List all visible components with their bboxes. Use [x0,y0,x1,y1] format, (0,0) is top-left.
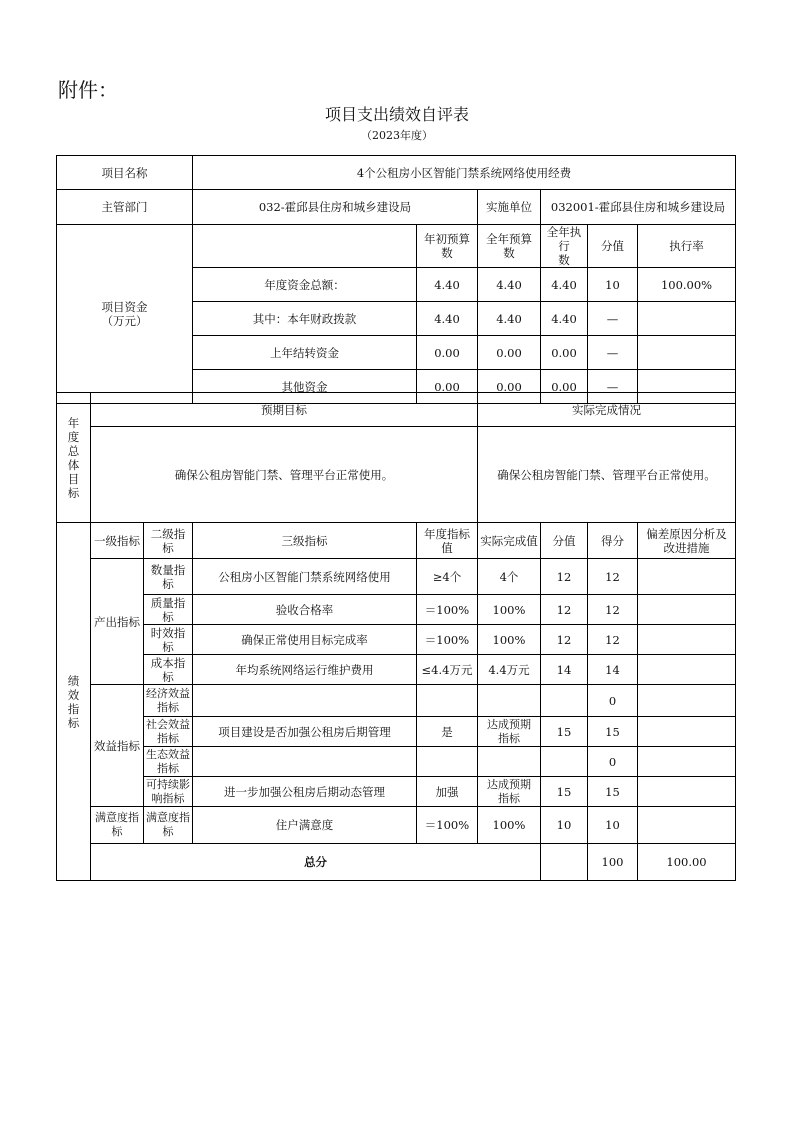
indicators-label-char: 绩 [67,673,80,688]
reason-cell [638,717,736,747]
funds-label-line1: 项目资金 [101,300,148,314]
actual-cell [478,685,541,717]
total-blank [541,844,588,881]
level3-cell: 年均系统网络运行维护费用 [193,655,417,685]
indicators-label-char: 指 [67,701,80,716]
row-benefit-economic [57,685,736,717]
got-cell: 14 [588,655,638,685]
actual-line1: 达成预期 [487,777,531,791]
got-cell: 0 [588,685,638,717]
satisfaction-label-line1: 满意度指 [95,811,139,824]
funds-row-exec: 4.40 [541,302,588,336]
goals-label-char: 总 [67,443,80,458]
funds-row-label: 年度资金总额： [193,268,417,302]
goals-actual-text: 确保公租房智能门禁、管理平台正常使用。 [478,427,736,523]
row-goals-header [57,393,736,427]
goals-expected-text: 确保公租房智能门禁、管理平台正常使用。 [91,427,478,523]
funds-header-rate: 执行率 [638,225,736,268]
funds-header-exec-line1: 全年执行 [546,225,582,253]
score-cell: 15 [541,777,588,807]
funds-row-initial: 4.40 [417,268,478,302]
goals-label-char: 年 [67,415,80,430]
funds-row-label: 其中：本年财政拨款 [193,302,417,336]
project-name-value: 4个公租房小区智能门禁系统网络使用经费 [193,156,736,190]
funds-header-full [478,225,541,268]
indicators-label [57,523,91,881]
row-project-name [57,156,736,190]
funds-row-score: 10 [588,268,638,302]
funds-row-rate: 100.00% [638,268,736,302]
total-got: 100.00 [638,844,736,881]
funds-row-full: 0.00 [478,336,541,370]
benefit-label: 效益指标 [91,685,144,807]
level2-cell [144,807,193,844]
level2-line2: 响指标 [151,791,185,805]
level2-line1: 可持续影 [146,777,190,791]
funds-header-exec [541,225,588,268]
row-output-cost [57,655,736,685]
level2-line1: 经济效益 [146,686,190,700]
funds-row-rate [638,336,736,370]
funds-row-initial: 0.00 [417,336,478,370]
funds-row-full: 0.00 [478,370,541,404]
header-got: 得分 [588,523,638,559]
funds-header-full-line2: 数 [503,246,515,260]
got-cell: 0 [588,747,638,777]
level3-cell: 进一步加强公租房后期动态管理 [193,777,417,807]
satisfaction-label-line2: 标 [111,825,123,838]
score-cell: 10 [541,807,588,844]
self-evaluation-table [56,155,736,404]
header-target [417,523,478,559]
impl-label: 实施单位 [478,190,541,225]
level2-cell [144,777,193,807]
level2-line1: 社会效益 [146,717,190,731]
total-score: 100 [588,844,638,881]
funds-header-blank [193,225,417,268]
reason-cell [638,595,736,625]
actual-cell: 4个 [478,559,541,595]
target-cell: ≥4个 [417,559,478,595]
target-cell [417,747,478,777]
score-cell: 15 [541,717,588,747]
row-department [57,190,736,225]
got-cell: 12 [588,625,638,655]
got-cell: 12 [588,595,638,625]
funds-row-initial: 0.00 [417,370,478,404]
level3-cell: 住户满意度 [193,807,417,844]
funds-row-full: 4.40 [478,302,541,336]
funds-row-exec: 0.00 [541,370,588,404]
level3-cell: 验收合格率 [193,595,417,625]
level2-cell: 数量指标 [144,559,193,595]
got-cell: 15 [588,717,638,747]
level2-line2: 指标 [157,761,179,775]
header-actual: 实际完成值 [478,523,541,559]
reason-cell [638,685,736,717]
header-target-line2: 值 [441,540,453,555]
output-label: 产出指标 [91,559,144,685]
total-label: 总分 [91,844,541,881]
funds-header-initial-line1: 年初预算 [424,232,470,246]
header-score: 分值 [541,523,588,559]
score-cell: 14 [541,655,588,685]
funds-label [57,225,193,404]
funds-header-initial-line2: 数 [441,246,453,260]
funds-header-exec-line2: 数 [558,253,570,267]
funds-row-exec: 0.00 [541,336,588,370]
goals-label-char: 体 [67,457,80,472]
level2-cell [144,747,193,777]
funds-row-label: 上年结转资金 [193,336,417,370]
dept-label: 主管部门 [57,190,193,225]
funds-row-initial: 4.40 [417,302,478,336]
reason-cell [638,625,736,655]
level2-cell [144,685,193,717]
funds-header-score: 分值 [588,225,638,268]
level3-cell: 项目建设是否加强公租房后期管理 [193,717,417,747]
score-cell: 12 [541,559,588,595]
actual-cell: 100% [478,807,541,844]
row-benefit-sustainable [57,777,736,807]
level2-line2: 指标 [157,731,179,745]
target-cell: ＝100% [417,807,478,844]
header-level3: 三级指标 [193,523,417,559]
funds-row-rate [638,302,736,336]
score-cell: 12 [541,625,588,655]
header-target-line1: 年度指标 [424,526,470,541]
attachment-label: 附件： [58,78,118,102]
level2-line2: 指标 [157,700,179,714]
funds-row-score: — [588,302,638,336]
indicators-label-char: 效 [67,687,80,702]
level2-line1: 生态效益 [146,747,190,761]
actual-cell: 100% [478,625,541,655]
level2-cell: 质量指标 [144,595,193,625]
actual-cell [478,747,541,777]
actual-line2: 指标 [498,731,520,745]
row-funds-header [57,225,736,268]
indicators-label-char: 标 [67,715,80,730]
score-cell: 12 [541,595,588,625]
row-indicator-header [57,523,736,559]
level2-line2: 标 [162,825,174,838]
impl-value: 032001-霍邱县住房和城乡建设局 [541,190,736,225]
got-cell: 10 [588,807,638,844]
funds-row-label: 其他资金 [193,370,417,404]
goals-expected-header: 预期目标 [91,393,478,427]
got-cell: 15 [588,777,638,807]
reason-cell [638,777,736,807]
actual-line1: 达成预期 [487,717,531,731]
goals-label [57,393,91,523]
goals-label-char: 目 [67,471,80,486]
row-goals-content [57,427,736,523]
row-satisfaction [57,807,736,844]
funds-row-score: — [588,336,638,370]
level3-cell: 确保正常使用目标完成率 [193,625,417,655]
funds-header-initial [417,225,478,268]
funds-label-line2: （万元） [101,314,148,328]
header-level2: 二级指标 [144,523,193,559]
page-title: 项目支出绩效自评表 [324,105,469,124]
header-level1: 一级指标 [91,523,144,559]
project-name-label: 项目名称 [57,156,193,190]
actual-cell [478,777,541,807]
level2-cell: 成本指标 [144,655,193,685]
funds-header-full-line1: 全年预算 [486,232,532,246]
target-cell: ＝100% [417,625,478,655]
goals-indicators-table [56,392,736,881]
score-cell [541,685,588,717]
actual-line2: 指标 [498,791,520,805]
row-output-timeliness [57,625,736,655]
goals-actual-header: 实际完成情况 [478,393,736,427]
header-reason-line1: 偏差原因分析及 [646,526,727,541]
score-cell [541,747,588,777]
target-cell: ＝100% [417,595,478,625]
row-output-quality [57,595,736,625]
target-cell: ≤4.4万元 [417,655,478,685]
row-benefit-social [57,717,736,747]
row-total [57,844,736,881]
header-reason-line2: 改进措施 [663,540,710,555]
goals-label-char: 标 [67,485,80,500]
goals-label-char: 度 [67,429,80,444]
level3-cell [193,747,417,777]
target-cell: 加强 [417,777,478,807]
got-cell: 12 [588,559,638,595]
reason-cell [638,747,736,777]
row-output-quantity [57,559,736,595]
row-benefit-ecological [57,747,736,777]
target-cell: 是 [417,717,478,747]
header-reason [638,523,736,559]
reason-cell [638,655,736,685]
satisfaction-label [91,807,144,844]
funds-row-exec: 4.40 [541,268,588,302]
level2-line1: 满意度指 [146,811,190,824]
target-cell [417,685,478,717]
funds-row-full: 4.40 [478,268,541,302]
reason-cell [638,807,736,844]
dept-value: 032-霍邱县住房和城乡建设局 [193,190,478,225]
level2-cell [144,717,193,747]
funds-row-score: — [588,370,638,404]
level2-cell: 时效指标 [144,625,193,655]
actual-cell [478,717,541,747]
actual-cell: 4.4万元 [478,655,541,685]
level3-cell: 公租房小区智能门禁系统网络使用 [193,559,417,595]
reason-cell [638,559,736,595]
actual-cell: 100% [478,595,541,625]
year-subtitle: （2023年度） [361,129,433,142]
level3-cell [193,685,417,717]
